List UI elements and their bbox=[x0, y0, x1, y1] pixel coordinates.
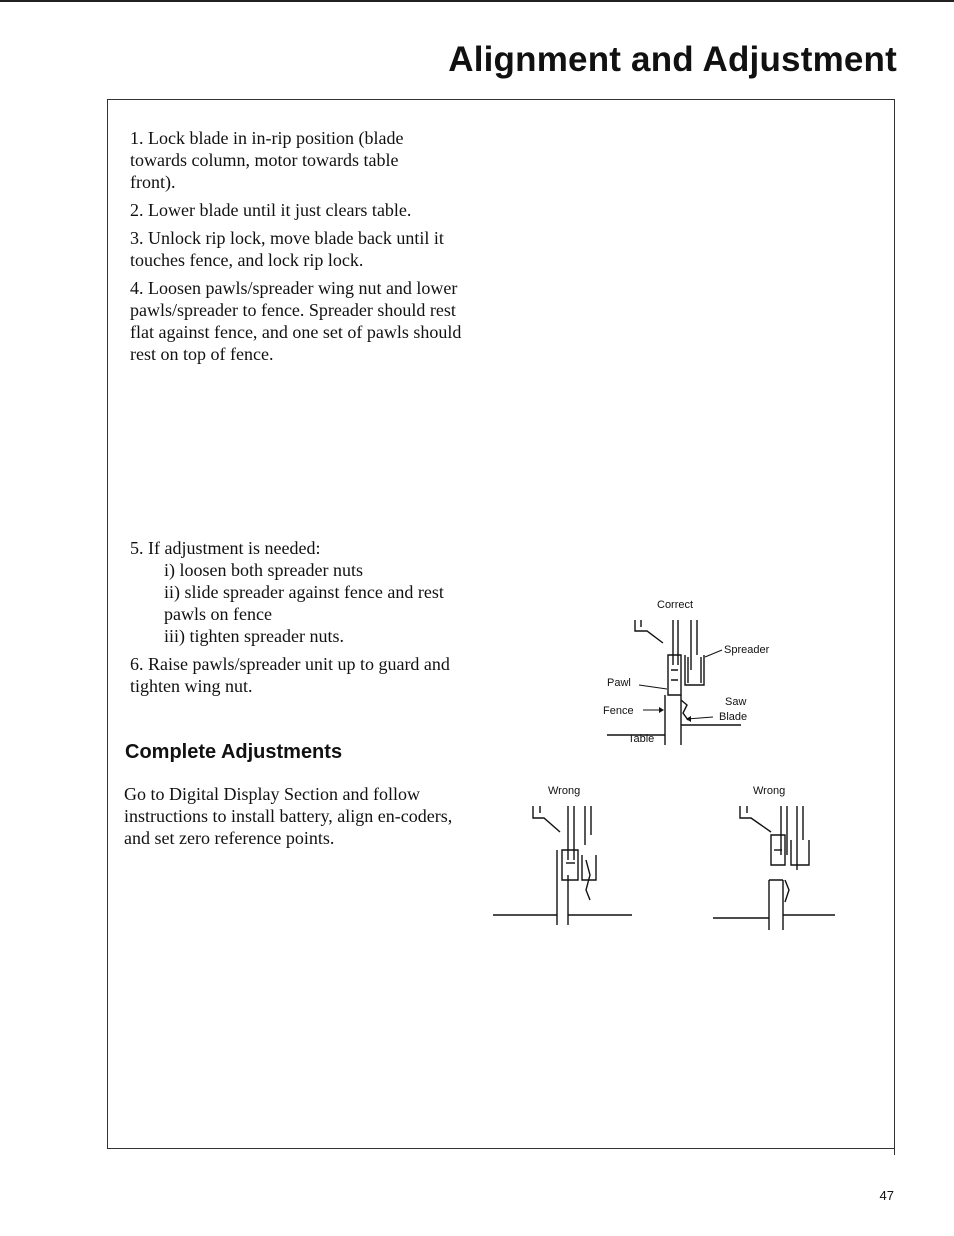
correct-diagram bbox=[595, 595, 795, 750]
blade-label: Blade bbox=[719, 711, 748, 723]
step-5-item-i: i) loosen both spreader nuts bbox=[164, 560, 363, 580]
complete-adjustments-body: Go to Digital Display Section and follow instructions to install battery, align en-coders, and set zero reference points. bbox=[124, 784, 453, 848]
top-rule bbox=[0, 0, 954, 2]
step-5-item-ii: ii) slide spreader against fence and rest pawls on fence bbox=[164, 582, 444, 624]
complete-adjustments-heading: Complete Adjustments bbox=[125, 741, 343, 763]
step-2: 2. Lower blade until it just clears table. bbox=[130, 200, 412, 220]
step-5-intro: 5. If adjustment is needed: bbox=[130, 538, 321, 558]
fence-label: Fence bbox=[603, 705, 634, 717]
step-4: 4. Loosen pawls/spreader wing nut and lower pawls/spreader to fence. Spreader should rest flat against fence, and one set of pawls should rest on top of fence. bbox=[130, 278, 462, 364]
wrong-left-label: Wrong bbox=[548, 785, 581, 797]
wrong-right-label: Wrong bbox=[753, 785, 786, 797]
table-label: Table bbox=[628, 733, 655, 745]
wrong-left-diagram bbox=[490, 780, 635, 930]
correct-label: Correct bbox=[657, 599, 694, 611]
step-5-item-iii: iii) tighten spreader nuts. bbox=[164, 626, 344, 646]
step-3: 3. Unlock rip lock, move blade back until it touches fence, and lock rip lock. bbox=[130, 228, 444, 270]
step-6: 6. Raise pawls/spreader unit up to guard and tighten wing nut. bbox=[130, 654, 450, 696]
page-title: Alignment and Adjustment bbox=[448, 40, 897, 79]
wrong-right-diagram bbox=[713, 780, 838, 930]
step-1: 1. Lock blade in in-rip position (blade towards column, motor towards table front). bbox=[130, 128, 404, 192]
spreader-label: Spreader bbox=[724, 644, 770, 656]
page-number: 47 bbox=[879, 1188, 894, 1203]
step-5 bbox=[130, 537, 480, 647]
pawl-label: Pawl bbox=[607, 677, 631, 689]
saw-label: Saw bbox=[725, 696, 747, 708]
